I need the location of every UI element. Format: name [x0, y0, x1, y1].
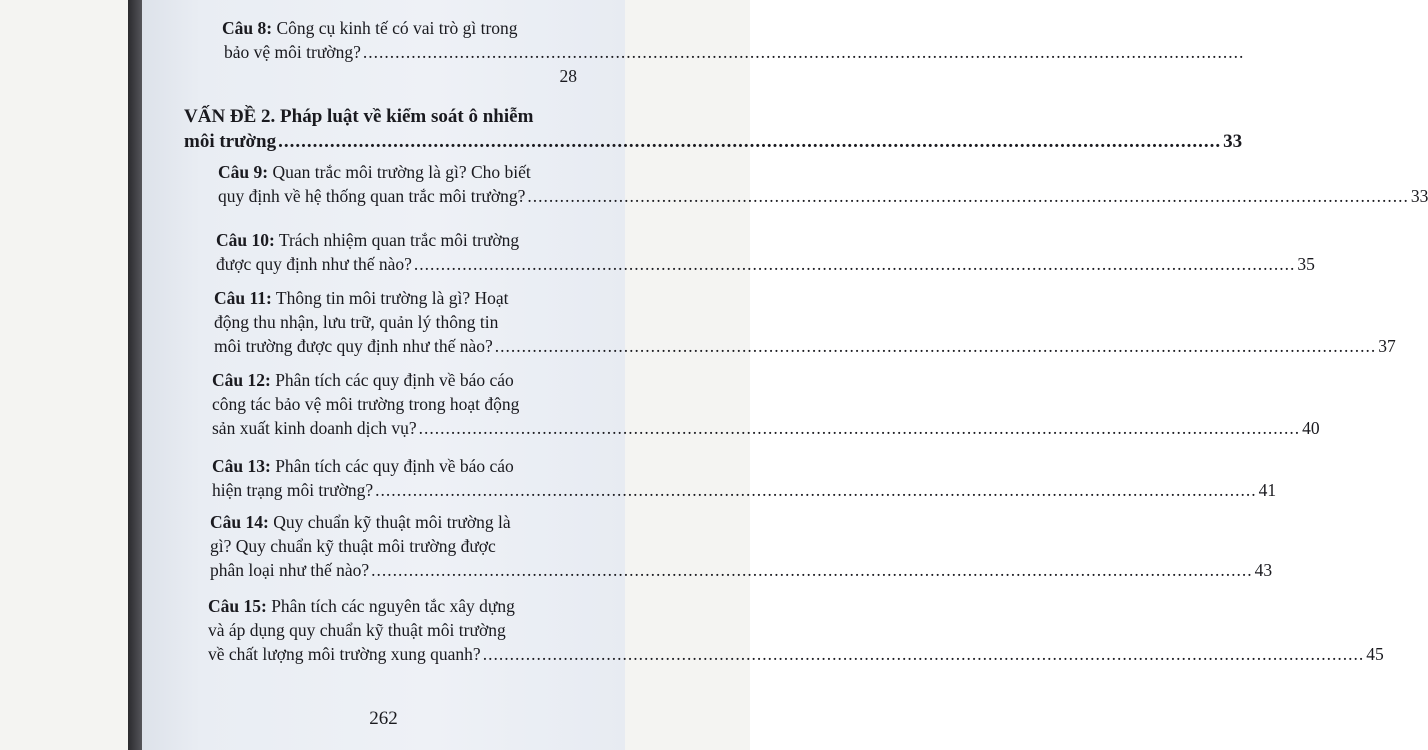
toc-entry-cau-12: [212, 368, 1320, 440]
entry-page: 33: [1410, 186, 1428, 206]
entry-text: Trách nhiệm quan trắc môi trường: [274, 230, 520, 250]
entry-text: động thu nhận, lưu trữ, quản lý thông tin: [214, 312, 499, 332]
chapter-page: 33: [1223, 131, 1243, 152]
entry-label: Câu 8:: [222, 18, 273, 38]
leader-dots: [278, 129, 1221, 154]
entry-label: Câu 11:: [214, 288, 272, 308]
entry-label: Câu 14:: [210, 512, 269, 532]
entry-page: 35: [1297, 254, 1315, 274]
entry-page: 45: [1366, 644, 1384, 664]
book-spine: [128, 0, 142, 750]
entry-text: Quan trắc môi trường là gì? Cho biết: [268, 162, 531, 182]
entry-page: 41: [1258, 480, 1277, 500]
entry-text: hiện trạng môi trường?: [212, 480, 374, 500]
background-left: [0, 0, 128, 750]
chapter-heading: [184, 104, 1243, 154]
entry-text: môi trường được quy định như thế nào?: [214, 336, 493, 356]
entry-text: phân loại như thế nào?: [210, 560, 370, 580]
leader-dots: [419, 418, 1301, 438]
leader-dots: [371, 560, 1253, 580]
toc-entry-cau-10: [216, 228, 1315, 276]
entry-text: sản xuất kinh doanh dịch vụ?: [212, 418, 417, 438]
toc-entry-cau-8: [222, 16, 577, 88]
leader-dots: [414, 254, 1296, 274]
entry-label: Câu 12:: [212, 370, 271, 390]
leader-dots: [495, 336, 1377, 356]
entry-text: Thông tin môi trường là gì? Hoạt: [271, 288, 509, 308]
toc-entry-cau-15: [208, 594, 1384, 666]
entry-text: bảo vệ môi trường?: [224, 42, 361, 62]
entry-text: được quy định như thế nào?: [216, 254, 412, 274]
entry-page: 28: [559, 66, 577, 86]
leader-dots: [375, 480, 1257, 500]
chapter-title-cont: môi trường: [184, 131, 277, 152]
entry-label: Câu 13:: [212, 456, 271, 476]
toc-entry-cau-14: [210, 510, 1273, 582]
entry-text: Phân tích các nguyên tắc xây dựng: [266, 596, 515, 616]
entry-text: Quy chuẩn kỹ thuật môi trường là: [268, 512, 511, 532]
entry-label: Câu 9:: [218, 162, 269, 182]
entry-label: Câu 10:: [216, 230, 275, 250]
toc-entry-cau-11: [214, 286, 1396, 358]
entry-text: Phân tích các quy định về báo cáo: [270, 370, 514, 390]
background-right: [625, 0, 750, 750]
leader-dots: [527, 186, 1409, 206]
leader-dots: [363, 42, 1245, 62]
entry-text: Phân tích các quy định về báo cáo: [270, 456, 514, 476]
leader-dots: [483, 644, 1365, 664]
entry-text: về chất lượng môi trường xung quanh?: [208, 644, 481, 664]
entry-page: 37: [1378, 336, 1396, 356]
entry-text: quy định về hệ thống quan trắc môi trường?: [218, 186, 526, 206]
page-number: 262: [369, 708, 398, 729]
entry-text: và áp dụng quy chuẩn kỹ thuật môi trường: [208, 620, 506, 640]
chapter-title: VẤN ĐỀ 2. Pháp luật về kiểm soát ô nhiễm: [184, 106, 534, 127]
entry-label: Câu 15:: [208, 596, 267, 616]
toc-entry-cau-9: [218, 160, 1428, 208]
toc-entry-cau-13: [212, 454, 1277, 502]
entry-page: 43: [1254, 560, 1273, 580]
entry-text: công tác bảo vệ môi trường trong hoạt động: [212, 394, 520, 414]
entry-page: 40: [1302, 418, 1320, 438]
entry-text: gì? Quy chuẩn kỹ thuật môi trường được: [210, 536, 496, 556]
entry-text: Công cụ kinh tế có vai trò gì trong: [272, 18, 518, 38]
book-page: [142, 0, 1428, 750]
